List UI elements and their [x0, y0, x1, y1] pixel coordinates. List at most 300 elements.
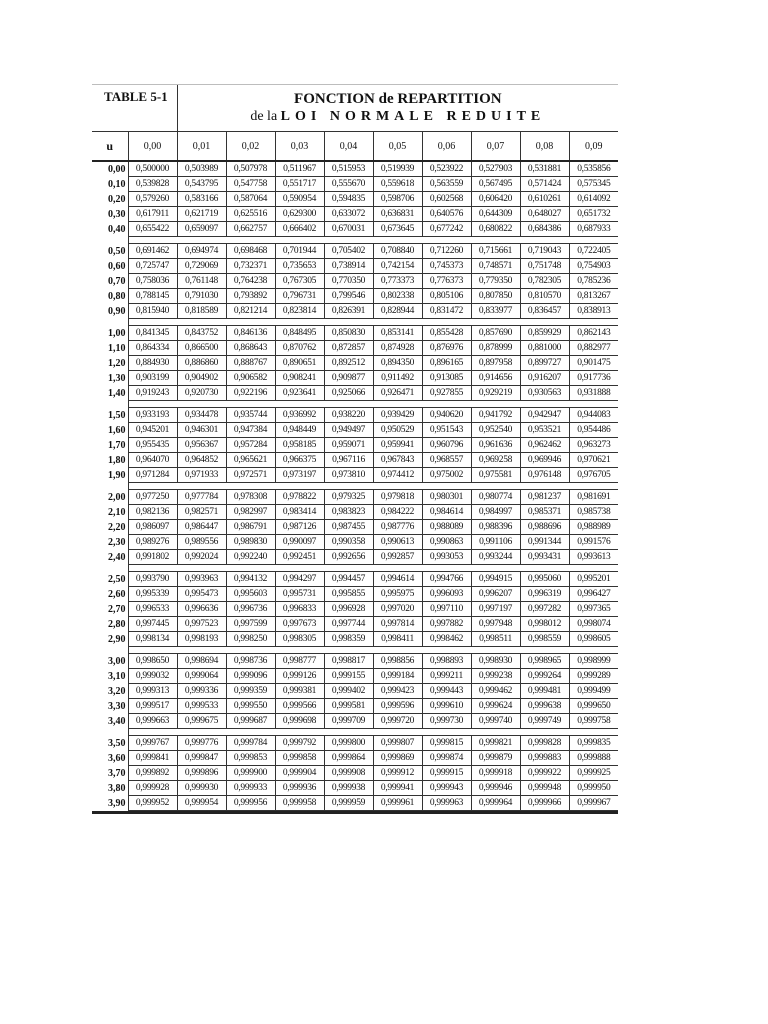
table-cell: 0,754903: [569, 259, 618, 274]
title-line-1: FONCTION de REPARTITION: [294, 91, 502, 107]
table-cell: 0,988396: [471, 520, 520, 535]
table-cell: 0,999758: [569, 714, 618, 729]
table-cell: 0,999792: [275, 736, 324, 751]
table-row: [92, 207, 618, 222]
table-cell: 0,995603: [226, 587, 275, 602]
u-value: 3,50: [92, 736, 128, 751]
table-cell: 0,758036: [128, 274, 177, 289]
table-cell: 0,948449: [275, 423, 324, 438]
table-cell: 0,999517: [128, 699, 177, 714]
table-cell: 0,606420: [471, 192, 520, 207]
table-cell: 0,999155: [324, 669, 373, 684]
table-cell: 0,970621: [569, 453, 618, 468]
table-cell: 0,999289: [569, 669, 618, 684]
table-cell: 0,999950: [569, 781, 618, 796]
table-cell: 0,708840: [373, 244, 422, 259]
table-cell: 0,999922: [520, 766, 569, 781]
table-title: [177, 85, 618, 132]
table-cell: 0,999096: [226, 669, 275, 684]
table-row: [92, 453, 618, 468]
table-cell: 0,999835: [569, 736, 618, 751]
u-value: 2,50: [92, 572, 128, 587]
table-cell: 0,999740: [471, 714, 520, 729]
table-cell: 0,655422: [128, 222, 177, 237]
table-row: [92, 438, 618, 453]
table-cell: 0,994132: [226, 572, 275, 587]
table-cell: 0,722405: [569, 244, 618, 259]
u-value: 3,20: [92, 684, 128, 699]
table-cell: 0,997882: [422, 617, 471, 632]
table-cell: 0,507978: [226, 161, 275, 177]
table-cell: 0,951543: [422, 423, 471, 438]
table-cell: 0,991802: [128, 550, 177, 565]
table-cell: 0,543795: [177, 177, 226, 192]
table-cell: 0,995855: [324, 587, 373, 602]
table-cell: 0,621719: [177, 207, 226, 222]
table-cell: 0,515953: [324, 161, 373, 177]
table-row: [92, 177, 618, 192]
table-cell: 0,965621: [226, 453, 275, 468]
table-cell: 0,999533: [177, 699, 226, 714]
table-cell: 0,985371: [520, 505, 569, 520]
table-cell: 0,735653: [275, 259, 324, 274]
table-cell: 0,998462: [422, 632, 471, 647]
table-cell: 0,527903: [471, 161, 520, 177]
table-cell: 0,999904: [275, 766, 324, 781]
table-cell: 0,994297: [275, 572, 324, 587]
table-cell: 0,673645: [373, 222, 422, 237]
table-cell: 0,999869: [373, 751, 422, 766]
group-spacer: [92, 483, 618, 490]
table-row: [92, 341, 618, 356]
table-cell: 0,998012: [520, 617, 569, 632]
table-cell: 0,999423: [373, 684, 422, 699]
table-cell: 0,998074: [569, 617, 618, 632]
table-cell: 0,999966: [520, 796, 569, 811]
table-cell: 0,977784: [177, 490, 226, 505]
table-cell: 0,977250: [128, 490, 177, 505]
table-cell: 0,788145: [128, 289, 177, 304]
table-cell: 0,836457: [520, 304, 569, 319]
table-cell: 0,999874: [422, 751, 471, 766]
column-header: 0,02: [226, 132, 275, 162]
table-cell: 0,996736: [226, 602, 275, 617]
table-cell: 0,999730: [422, 714, 471, 729]
table-cell: 0,826391: [324, 304, 373, 319]
column-header: 0,07: [471, 132, 520, 162]
table-cell: 0,922196: [226, 386, 275, 401]
table-cell: 0,930563: [520, 386, 569, 401]
table-cell: 0,976705: [569, 468, 618, 483]
table-cell: 0,999930: [177, 781, 226, 796]
table-cell: 0,999663: [128, 714, 177, 729]
table-cell: 0,947384: [226, 423, 275, 438]
table-cell: 0,986791: [226, 520, 275, 535]
table-cell: 0,998559: [520, 632, 569, 647]
table-cell: 0,939429: [373, 408, 422, 423]
table-cell: 0,999943: [422, 781, 471, 796]
table-cell: 0,563559: [422, 177, 471, 192]
table-cell: 0,571424: [520, 177, 569, 192]
table-row: [92, 617, 618, 632]
u-value: 2,40: [92, 550, 128, 565]
table-cell: 0,500000: [128, 161, 177, 177]
table-cell: 0,785236: [569, 274, 618, 289]
table-cell: 0,886860: [177, 356, 226, 371]
table-cell: 0,691462: [128, 244, 177, 259]
table-cell: 0,666402: [275, 222, 324, 237]
table-cell: 0,821214: [226, 304, 275, 319]
table-cell: 0,999687: [226, 714, 275, 729]
table-cell: 0,872857: [324, 341, 373, 356]
table-cell: 0,906582: [226, 371, 275, 386]
table-cell: 0,999941: [373, 781, 422, 796]
table-cell: 0,590954: [275, 192, 324, 207]
table-cell: 0,761148: [177, 274, 226, 289]
table-cell: 0,982571: [177, 505, 226, 520]
table-cell: 0,961636: [471, 438, 520, 453]
table-cell: 0,598706: [373, 192, 422, 207]
table-cell: 0,629300: [275, 207, 324, 222]
group-spacer: [92, 237, 618, 244]
table-cell: 0,999596: [373, 699, 422, 714]
table-cell: 0,993244: [471, 550, 520, 565]
u-value: 1,30: [92, 371, 128, 386]
table-cell: 0,999462: [471, 684, 520, 699]
table-cell: 0,940620: [422, 408, 471, 423]
table-cell: 0,995201: [569, 572, 618, 587]
table-cell: 0,999908: [324, 766, 373, 781]
table-cell: 0,988089: [422, 520, 471, 535]
table-cell: 0,999933: [226, 781, 275, 796]
u-value: 3,90: [92, 796, 128, 811]
column-header: 0,06: [422, 132, 471, 162]
table-cell: 0,999381: [275, 684, 324, 699]
table-cell: 0,999821: [471, 736, 520, 751]
u-value: 2,20: [92, 520, 128, 535]
table-cell: 0,539828: [128, 177, 177, 192]
table-row: [92, 326, 618, 341]
table-cell: 0,636831: [373, 207, 422, 222]
table-cell: 0,999948: [520, 781, 569, 796]
table-row: [92, 192, 618, 207]
table-cell: 0,997365: [569, 602, 618, 617]
table-cell: 0,992857: [373, 550, 422, 565]
table-cell: 0,995975: [373, 587, 422, 602]
table-cell: 0,942947: [520, 408, 569, 423]
table-cell: 0,998359: [324, 632, 373, 647]
table-cell: 0,644309: [471, 207, 520, 222]
table-row: [92, 684, 618, 699]
table-cell: 0,956367: [177, 438, 226, 453]
table-cell: 0,953521: [520, 423, 569, 438]
table-cell: 0,964852: [177, 453, 226, 468]
table-cell: 0,999709: [324, 714, 373, 729]
table-cell: 0,999925: [569, 766, 618, 781]
table-cell: 0,990863: [422, 535, 471, 550]
table-cell: 0,999879: [471, 751, 520, 766]
u-value: 2,00: [92, 490, 128, 505]
table-cell: 0,998134: [128, 632, 177, 647]
u-value: 0,90: [92, 304, 128, 319]
table-cell: 0,897958: [471, 356, 520, 371]
table-cell: 0,998777: [275, 654, 324, 669]
table-cell: 0,955435: [128, 438, 177, 453]
table-cell: 0,999624: [471, 699, 520, 714]
table-cell: 0,999499: [569, 684, 618, 699]
table-cell: 0,998650: [128, 654, 177, 669]
table-cell: 0,999238: [471, 669, 520, 684]
table-cell: 0,978822: [275, 490, 324, 505]
table-row: [92, 572, 618, 587]
u-value: 1,60: [92, 423, 128, 438]
table-cell: 0,745373: [422, 259, 471, 274]
table-cell: 0,982136: [128, 505, 177, 520]
table-cell: 0,941792: [471, 408, 520, 423]
table-cell: 0,972571: [226, 468, 275, 483]
u-value: 2,70: [92, 602, 128, 617]
table-cell: 0,999959: [324, 796, 373, 811]
table-cell: 0,999900: [226, 766, 275, 781]
table-cell: 0,999896: [177, 766, 226, 781]
table-cell: 0,957284: [226, 438, 275, 453]
column-header: 0,00: [128, 132, 177, 162]
table-cell: 0,999650: [569, 699, 618, 714]
table-cell: 0,952540: [471, 423, 520, 438]
table-cell: 0,999946: [471, 781, 520, 796]
table-cell: 0,999815: [422, 736, 471, 751]
table-cell: 0,999313: [128, 684, 177, 699]
table-cell: 0,959071: [324, 438, 373, 453]
u-value: 0,20: [92, 192, 128, 207]
u-value: 2,60: [92, 587, 128, 602]
table-cell: 0,958185: [275, 438, 324, 453]
table-cell: 0,997110: [422, 602, 471, 617]
group-spacer: [92, 647, 618, 654]
u-value: 2,90: [92, 632, 128, 647]
table-cell: 0,999610: [422, 699, 471, 714]
table-cell: 0,729069: [177, 259, 226, 274]
table-row: [92, 535, 618, 550]
table-cell: 0,981691: [569, 490, 618, 505]
table-cell: 0,614092: [569, 192, 618, 207]
table-cell: 0,999853: [226, 751, 275, 766]
table-cell: 0,791030: [177, 289, 226, 304]
table-cell: 0,929219: [471, 386, 520, 401]
table-cell: 0,969258: [471, 453, 520, 468]
table-cell: 0,975581: [471, 468, 520, 483]
table-cell: 0,888767: [226, 356, 275, 371]
table-row: [92, 714, 618, 729]
table-cell: 0,732371: [226, 259, 275, 274]
table-cell: 0,903199: [128, 371, 177, 386]
table-cell: 0,712260: [422, 244, 471, 259]
table-cell: 0,662757: [226, 222, 275, 237]
table-cell: 0,575345: [569, 177, 618, 192]
table-cell: 0,949497: [324, 423, 373, 438]
table-row: [92, 371, 618, 386]
table-cell: 0,988989: [569, 520, 618, 535]
table-cell: 0,802338: [373, 289, 422, 304]
table-cell: 0,828944: [373, 304, 422, 319]
table-cell: 0,999184: [373, 669, 422, 684]
table-cell: 0,999675: [177, 714, 226, 729]
table-cell: 0,555670: [324, 177, 373, 192]
table-cell: 0,617911: [128, 207, 177, 222]
title-line-2-prefix: de la: [250, 109, 278, 124]
table-cell: 0,998930: [471, 654, 520, 669]
table-cell: 0,984997: [471, 505, 520, 520]
table-cell: 0,959941: [373, 438, 422, 453]
table-cell: 0,995473: [177, 587, 226, 602]
table-row: [92, 468, 618, 483]
table-cell: 0,855428: [422, 326, 471, 341]
table-cell: 0,994614: [373, 572, 422, 587]
group-spacer: [92, 729, 618, 736]
table-cell: 0,998736: [226, 654, 275, 669]
table-cell: 0,725747: [128, 259, 177, 274]
table-cell: 0,805106: [422, 289, 471, 304]
normal-distribution-table-page: [92, 84, 618, 814]
u-value: 3,00: [92, 654, 128, 669]
table-cell: 0,767305: [275, 274, 324, 289]
table-cell: 0,687933: [569, 222, 618, 237]
table-cell: 0,705402: [324, 244, 373, 259]
column-header-row: [92, 132, 618, 162]
table-cell: 0,890651: [275, 356, 324, 371]
table-cell: 0,983414: [275, 505, 324, 520]
table-cell: 0,547758: [226, 177, 275, 192]
table-cell: 0,503989: [177, 161, 226, 177]
u-value: 3,40: [92, 714, 128, 729]
table-cell: 0,896165: [422, 356, 471, 371]
table-row: [92, 550, 618, 565]
table-cell: 0,996207: [471, 587, 520, 602]
table-cell: 0,715661: [471, 244, 520, 259]
table-cell: 0,594835: [324, 192, 373, 207]
table-cell: 0,999964: [471, 796, 520, 811]
table-cell: 0,991344: [520, 535, 569, 550]
table-cell: 0,985738: [569, 505, 618, 520]
table-cell: 0,945201: [128, 423, 177, 438]
u-value: 1,90: [92, 468, 128, 483]
title-line-2: [178, 108, 619, 125]
table-cell: 0,987776: [373, 520, 422, 535]
table-cell: 0,988696: [520, 520, 569, 535]
table-cell: 0,999581: [324, 699, 373, 714]
table-cell: 0,999800: [324, 736, 373, 751]
table-cell: 0,999698: [275, 714, 324, 729]
table-row: [92, 423, 618, 438]
u-value: 1,80: [92, 453, 128, 468]
table-cell: 0,990613: [373, 535, 422, 550]
table-row: [92, 781, 618, 796]
table-cell: 0,920730: [177, 386, 226, 401]
table-cell: 0,999958: [275, 796, 324, 811]
bottom-rule: [92, 811, 618, 814]
table-row: [92, 520, 618, 535]
u-value: 2,10: [92, 505, 128, 520]
table-cell: 0,989556: [177, 535, 226, 550]
table-cell: 0,610261: [520, 192, 569, 207]
table-cell: 0,659097: [177, 222, 226, 237]
table-cell: 0,850830: [324, 326, 373, 341]
table-cell: 0,868643: [226, 341, 275, 356]
table-cell: 0,779350: [471, 274, 520, 289]
group-spacer: [92, 401, 618, 408]
table-cell: 0,748571: [471, 259, 520, 274]
table-cell: 0,974412: [373, 468, 422, 483]
column-header: 0,08: [520, 132, 569, 162]
u-column-header: u: [92, 132, 128, 162]
table-cell: 0,976148: [520, 468, 569, 483]
table-cell: 0,968557: [422, 453, 471, 468]
table-cell: 0,994915: [471, 572, 520, 587]
table-cell: 0,999550: [226, 699, 275, 714]
column-header: 0,05: [373, 132, 422, 162]
table-row: [92, 699, 618, 714]
table-cell: 0,846136: [226, 326, 275, 341]
table-cell: 0,999828: [520, 736, 569, 751]
table-cell: 0,648027: [520, 207, 569, 222]
table-cell: 0,993613: [569, 550, 618, 565]
table-cell: 0,997673: [275, 617, 324, 632]
u-value: 0,50: [92, 244, 128, 259]
table-cell: 0,996427: [569, 587, 618, 602]
table-cell: 0,999961: [373, 796, 422, 811]
table-cell: 0,904902: [177, 371, 226, 386]
table-cell: 0,982997: [226, 505, 275, 520]
table-cell: 0,923641: [275, 386, 324, 401]
table-cell: 0,864334: [128, 341, 177, 356]
table-cell: 0,938220: [324, 408, 373, 423]
column-header: 0,01: [177, 132, 226, 162]
table-cell: 0,841345: [128, 326, 177, 341]
table-cell: 0,796731: [275, 289, 324, 304]
table-cell: 0,751748: [520, 259, 569, 274]
u-value: 0,70: [92, 274, 128, 289]
table-cell: 0,833977: [471, 304, 520, 319]
table-row: [92, 654, 618, 669]
table-cell: 0,967116: [324, 453, 373, 468]
table-row: [92, 244, 618, 259]
table-cell: 0,916207: [520, 371, 569, 386]
table-cell: 0,933193: [128, 408, 177, 423]
table-row: [92, 796, 618, 811]
table-body: [92, 161, 618, 811]
table-cell: 0,990097: [275, 535, 324, 550]
table-cell: 0,862143: [569, 326, 618, 341]
table-cell: 0,995339: [128, 587, 177, 602]
column-header: 0,04: [324, 132, 373, 162]
table-cell: 0,680822: [471, 222, 520, 237]
table-cell: 0,857690: [471, 326, 520, 341]
table-cell: 0,793892: [226, 289, 275, 304]
title-line-2-main: LOI NORMALE REDUITE: [280, 109, 546, 124]
table-cell: 0,894350: [373, 356, 422, 371]
table-cell: 0,998305: [275, 632, 324, 647]
table-cell: 0,892512: [324, 356, 373, 371]
table-cell: 0,999126: [275, 669, 324, 684]
table-cell: 0,996533: [128, 602, 177, 617]
table-cell: 0,999776: [177, 736, 226, 751]
table-cell: 0,911492: [373, 371, 422, 386]
table-cell: 0,998965: [520, 654, 569, 669]
table-cell: 0,670031: [324, 222, 373, 237]
u-value: 3,80: [92, 781, 128, 796]
table-row: [92, 766, 618, 781]
table-cell: 0,919243: [128, 386, 177, 401]
